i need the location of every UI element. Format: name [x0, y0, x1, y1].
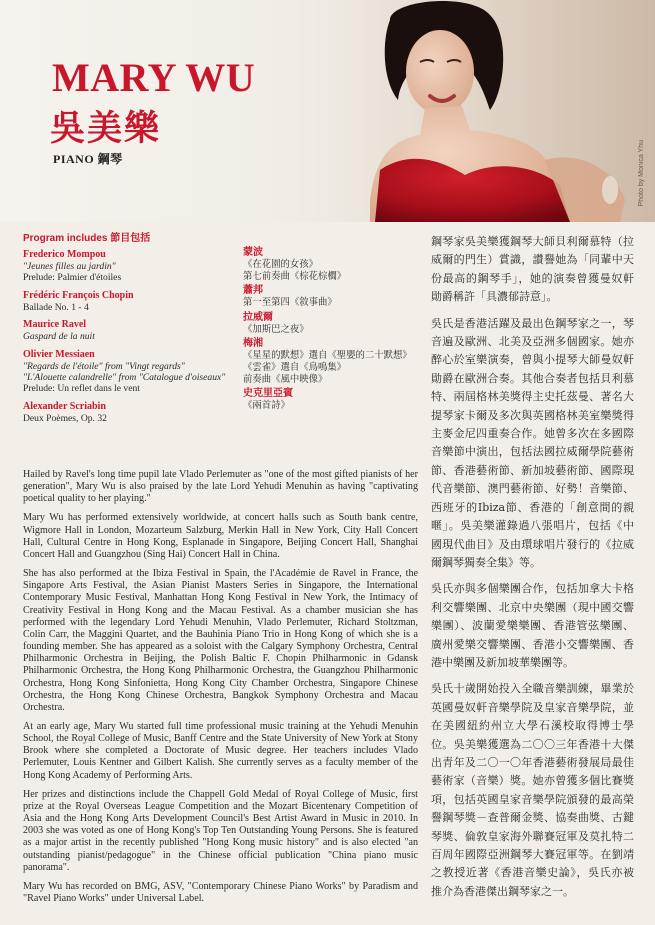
work-title-zh: 第一至第四《敘事曲》 — [243, 297, 337, 309]
work-title-zh: 前奏曲《風中映像》 — [243, 373, 328, 385]
program-entry — [23, 249, 248, 284]
work-title: Ballade No. 1 - 4 — [23, 301, 89, 313]
photo-credit: Photo by Monica Yhu — [638, 140, 645, 207]
work-title: "Regards de l'étoile" from "Vingt regards" — [23, 360, 185, 372]
work-title-zh: 《雲雀》選自《鳥鳴集》 — [243, 361, 347, 373]
bio-paragraph: Her prizes and distinctions include the Chappell Gold Medal of Royal College of Music, first prize at the Royal Overseas League Competition and the Mozart Bicentenary Competition of Asia and the Hong Kong Arts Development Council's Best Artist Award in Music in 2010. In 2003 she was voted as one of Hong Kong's Top Ten Outstanding Young Persons. She is featured as a major artist in the recently published "Hong Kong music history" and is also elected "an outstanding pianist/pedagogue" in the Chinese official publication "China piano music panorama". — [23, 788, 418, 873]
work-title: "Jeunes filles au jardin" — [23, 261, 116, 272]
composer-name: Alexander Scriabin — [23, 400, 106, 412]
composer-name: Frédéric François Chopin — [23, 289, 134, 301]
bio-paragraph-zh: 吳氏亦與多個樂團合作，包括加拿大卡格利交響樂團、北京中央樂團（現中國交響樂團）、波蘭愛樂樂團、香港管弦樂團、廣州愛樂交響樂團、香港小交響樂團、香港中樂團及新加坡華樂團等。 — [431, 582, 634, 669]
bio-paragraph-zh: 鋼琴家吳美樂獲鋼琴大師貝利爾慕特（拉威爾的門生）賞識，讚譽她為「同輩中天份最高的鋼琴手」，她的演奏曾獲曼奴軒勛爵稱許「具濃郁詩意」。 — [431, 235, 634, 304]
program-entry-zh — [243, 285, 418, 309]
bio-paragraph: Hailed by Ravel's long time pupil late Vlado Perlemuter as "one of the most gifted pianists of her generation", Mary Wu is also praised by the late Lord Yehudi Menuhin as having "captivating poetical quality to her playing." — [23, 469, 418, 505]
portrait-photo — [320, 0, 655, 222]
program-list-english — [23, 249, 248, 430]
program-entry-zh — [243, 312, 418, 336]
program-entry-zh — [243, 338, 418, 385]
biography-english — [23, 469, 418, 905]
bio-paragraph: Mary Wu has recorded on BMG, ASV, "Contemporary Chinese Piano Works" by Paradism and "Ravel Piano Works" under Universal Label. — [23, 880, 418, 904]
bio-paragraph: She has also performed at the Ibiza Festival in Spain, the l'Académie de Ravel in France, the Singapore Arts Festival, the Asian Pianist Masters Series in Singapore, the International Contemporary Music Festival, Manhattan Hong Kong Festival in New York, the Intimacy of Creativity Festival in Hong Kong and the Macau Festival. As a chamber musician she has performed with the legendary Lord Yehudi Menuhin, Vlado Perlemuter, Richard Stoltzman, Colin Carr, the Maggini Quartet, and the Bauhinia Piano Trio in Hong Kong of which she is a founding member. She has appeared as a soloist with the Calgary Symphony Orchestra, Central Philharmonic Orchestra in Beijing, the Polish Baltic F. Chopin Philharmonic in Gdansk Philharmonic Orchestra, the Hong Kong Philharmonic Orchestra, the Guangzhou Philharmonic Orchestra, Hong Kong Sinfonietta, Hong Kong City Chamber Orchestra, Singapore Chinese Orchestra, the Hong Kong Chinese Orchestra, Bangkok Symphony Orchestra and Macau Orchestra. — [23, 568, 418, 713]
biography-chinese — [431, 233, 634, 909]
work-title: "L'Alouette calandrelle" from "Catalogue d'oiseaux" — [23, 372, 226, 384]
work-title-zh: 《兩首詩》 — [243, 400, 290, 412]
program-list-chinese — [243, 247, 418, 415]
program-entry — [23, 290, 248, 313]
work-title: Deux Poèmes, Op. 32 — [23, 412, 107, 424]
artist-name-chinese: 吳美樂 — [50, 108, 162, 149]
work-title-zh: 《加斯巴之夜》 — [243, 323, 309, 335]
composer-name-zh: 拉威爾 — [243, 311, 273, 323]
program-entry — [23, 349, 248, 395]
bio-paragraph: At an early age, Mary Wu started full time professional music training at the Yehudi Menuhin School, the Royal College of Music, Banff Centre and the State University of New York at Stony Brook where she completed a Doctorate of Music degree. Her teachers includes Vlado Perlemuter, Louis Kentner and Gilbert Kalish. She currently serves as a faculty member of the Hong Kong Academy of Performing Arts. — [23, 720, 418, 781]
work-title-zh: 《星星的默想》選自《聖嬰的二十默想》 — [243, 350, 412, 362]
work-title: Prelude: Un reflet dans le vent — [23, 383, 140, 395]
work-title-zh: 《在花園的女孩》 — [243, 259, 319, 270]
bio-paragraph: Mary Wu has performed extensively worldwide, at concert halls such as South bank centre, Wigmore Hall in London, Mozarteum Salzburg, Merkin Hall in New York, City Hall Concert Hall, Cultural Centre in Hong Kong, Esplanade in Singapore, Beijing Concert Hall, Shanghai Concert Hall and Guangzhou (Sing Hai) Concert Hall in China. — [23, 512, 418, 560]
program-title: Program includes 節目包括 — [23, 233, 151, 244]
composer-name-zh: 蒙波 — [243, 247, 263, 258]
work-title: Prelude: Palmier d'étoiles — [23, 272, 122, 284]
work-title: Gaspard de la nuit — [23, 331, 95, 343]
artist-name-english: MARY WU — [52, 55, 256, 100]
bio-paragraph-zh: 吳氏十歲開始投入全職音樂訓練，畢業於英國曼奴軒音樂學院及皇家音樂學院，並在美國紐約州立大學石溪校取得博士學位。吳美樂獲選為二〇〇三年香港十大傑出青年及二〇一〇年香港藝術發展局最佳藝術家（音樂）獎。她亦曾獲多個比賽獎項，包括英國皇家音樂學院頒發的最高榮譽鋼琴獎－查普爾金獎、協奏曲獎、古鍵琴獎、倫敦皇家海外聯賽冠軍及莫扎特二百周年國際亞洲鋼琴大賽冠軍等。在劉靖之教授近著《香港音樂史論》，吳氏亦被推介為香港傑出鋼琴家之一。 — [431, 682, 634, 898]
composer-name-zh: 梅湘 — [243, 338, 263, 350]
program-entry — [23, 401, 248, 424]
composer-name: Maurice Ravel — [23, 319, 87, 331]
composer-name-zh: 史克里亞賓 — [243, 388, 293, 400]
bio-paragraph-zh: 吳氏是香港活躍及最出色鋼琴家之一，琴音遍及歐洲、北美及亞洲多個國家。她亦醉心於室樂演奏，曾與小提琴大師曼奴軒勛爵在歐洲合奏。其他合奏者包括貝利慕特、兩屆格林美獎得主史托茲曼、著名大提琴家卡爾及多次與英國格林美室樂獎得主麥金尼四重奏合作。她曾多次在多國際音樂節中演出，包括法國拉威爾學院藝術節、香港藝術節、新加坡藝術節、國際現代音樂節、澳門藝術節、好勢！音樂節、西班牙的Ibiza節、香港的「創意間的親暱」。吳美樂灌錄過八張唱片，包括《中國現代曲目》及由環球唱片發行的《拉威爾鋼琴獨奏全集》等。 — [431, 316, 634, 569]
composer-name-zh: 蕭邦 — [243, 285, 263, 297]
program-entry — [23, 319, 248, 342]
header-banner — [0, 0, 655, 222]
program-entry-zh — [243, 388, 418, 412]
composer-name: Olivier Messiaen — [23, 348, 95, 360]
left-column — [23, 233, 418, 912]
program-entry-zh — [243, 247, 418, 282]
program-section — [23, 233, 418, 469]
composer-name: Frederico Mompou — [23, 249, 106, 260]
work-title-zh: 第七前奏曲《棕花棕櫚》 — [243, 270, 347, 282]
instrument-label: PIANO 鋼琴 — [53, 152, 123, 166]
